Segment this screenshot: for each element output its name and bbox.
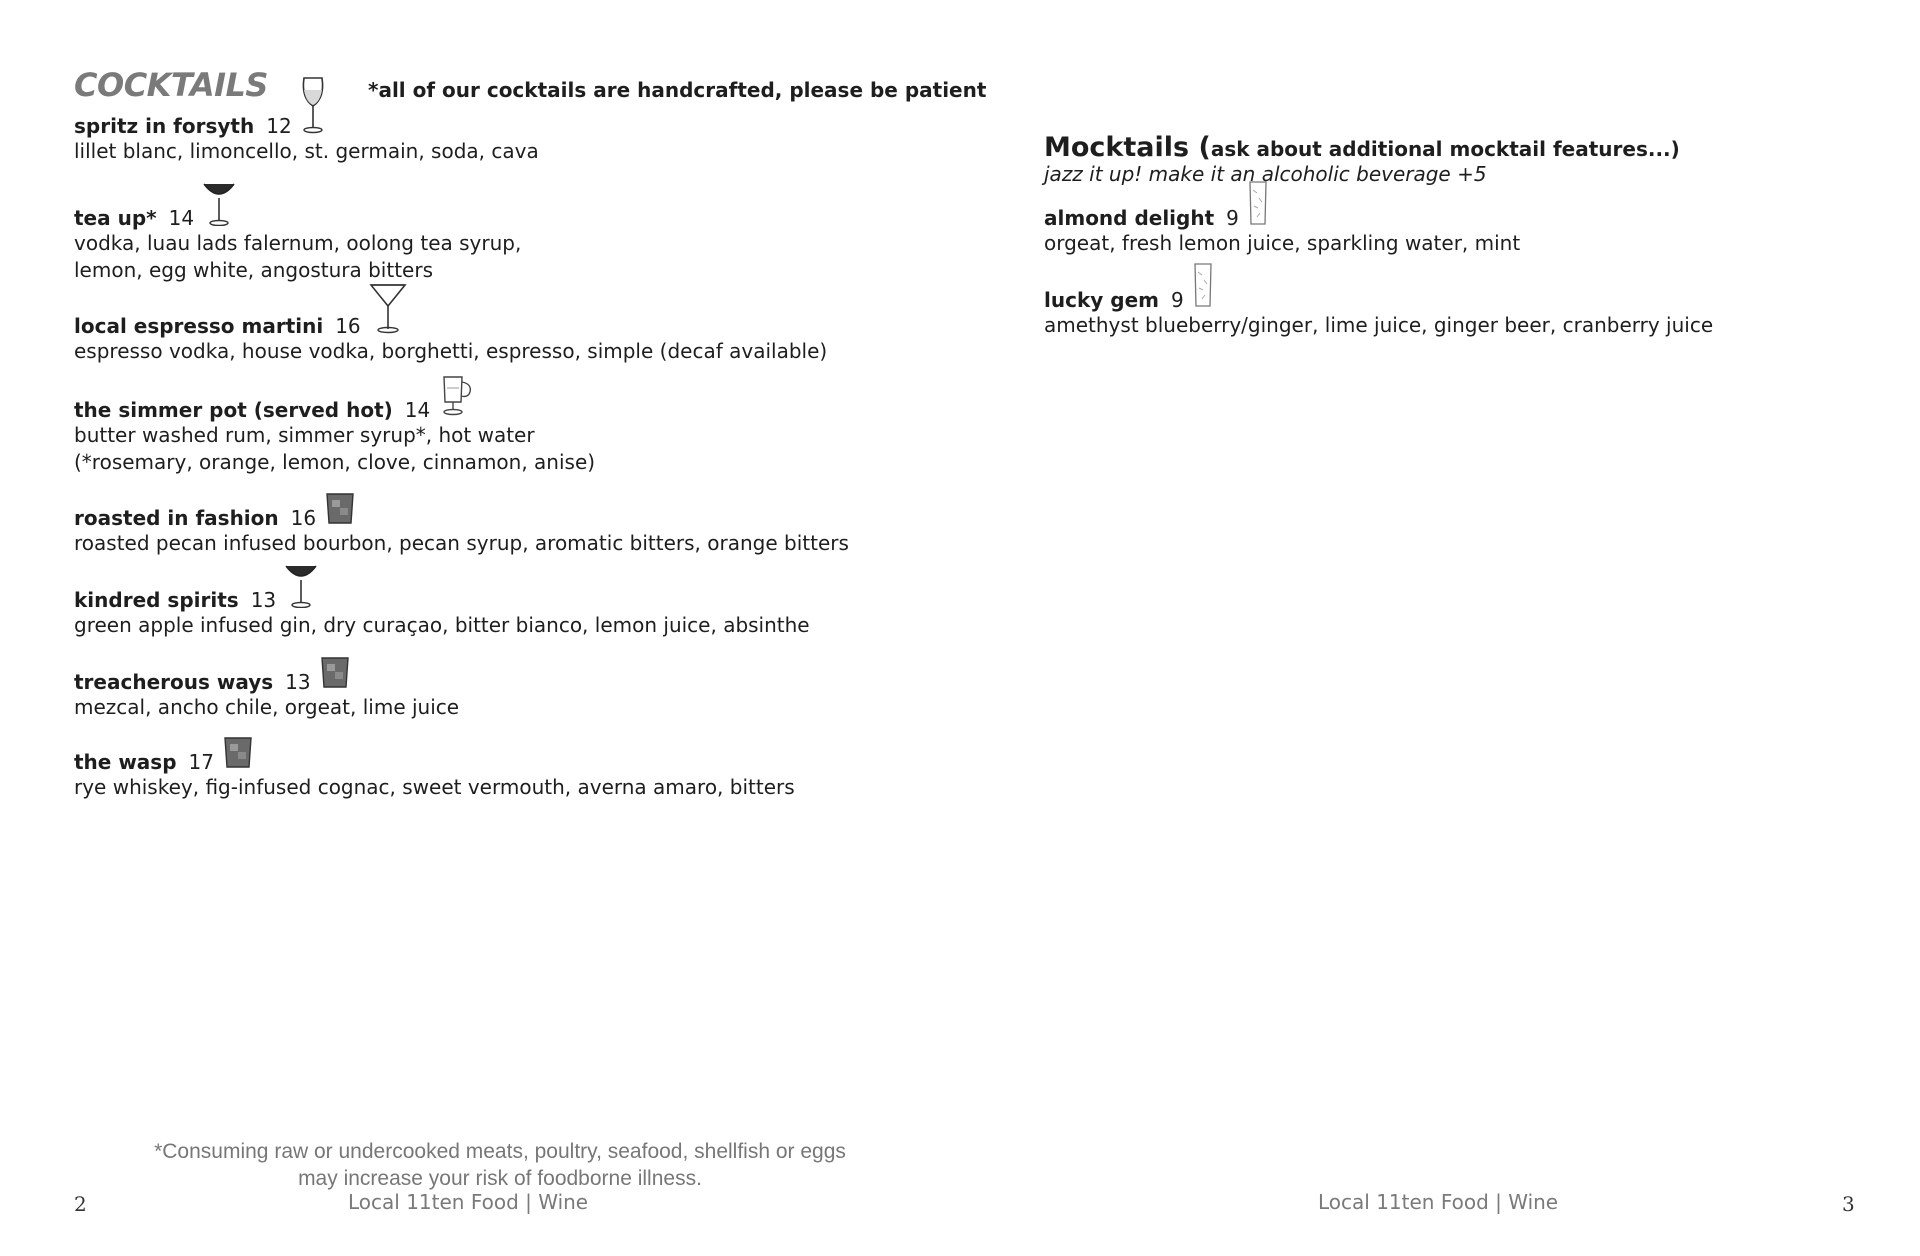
disclaimer-line: may increase your risk of foodborne illness. bbox=[298, 1167, 702, 1190]
mocktails-title-note: ask about additional mocktail features...) bbox=[1210, 137, 1680, 161]
item-description: lemon, egg white, angostura bitters bbox=[74, 258, 433, 282]
item-description: lillet blanc, limoncello, st. germain, soda, cava bbox=[74, 139, 539, 163]
menu-item bbox=[74, 498, 849, 557]
martini-glass-icon bbox=[369, 282, 407, 338]
section-title-mocktails bbox=[1044, 132, 1680, 163]
section-title-cocktails: COCKTAILS bbox=[74, 66, 268, 104]
wine-glass-icon bbox=[300, 76, 326, 138]
item-price: 9 bbox=[1226, 206, 1239, 230]
highball-glass-icon bbox=[1192, 262, 1214, 312]
item-name: tea up* bbox=[74, 206, 157, 230]
item-name: the simmer pot (served hot) bbox=[74, 398, 393, 422]
mocktails-title: Mocktails ( bbox=[1044, 132, 1211, 163]
coupe-glass-icon bbox=[284, 562, 318, 612]
item-description: espresso vodka, house vodka, borghetti, espresso, simple (decaf available) bbox=[74, 339, 828, 363]
menu-item bbox=[74, 742, 795, 801]
item-description: green apple infused gin, dry curaçao, bitter bianco, lemon juice, absinthe bbox=[74, 613, 810, 637]
page-number-right: 3 bbox=[1842, 1192, 1855, 1216]
item-description: roasted pecan infused bourbon, pecan syrup, aromatic bitters, orange bitters bbox=[74, 531, 849, 555]
item-name: lucky gem bbox=[1044, 288, 1159, 312]
footer-brand-right: Local 11ten Food | Wine bbox=[1318, 1190, 1559, 1214]
item-name: spritz in forsyth bbox=[74, 114, 255, 138]
menu-item bbox=[74, 580, 810, 639]
item-price: 12 bbox=[266, 114, 292, 138]
item-price: 9 bbox=[1170, 288, 1184, 312]
page-number-left: 2 bbox=[74, 1192, 87, 1216]
disclaimer-line: *Consuming raw or undercooked meats, poultry, seafood, shellfish or eggs bbox=[154, 1140, 846, 1163]
item-description: (*rosemary, orange, lemon, clove, cinnamon, anise) bbox=[74, 450, 596, 474]
item-name: roasted in fashion bbox=[74, 506, 279, 530]
item-description: mezcal, ancho chile, orgeat, lime juice bbox=[74, 695, 460, 719]
item-price: 13 bbox=[285, 670, 311, 694]
item-name: kindred spirits bbox=[74, 588, 239, 612]
item-description: butter washed rum, simmer syrup*, hot water bbox=[74, 423, 535, 447]
menu-item bbox=[74, 198, 521, 284]
item-price: 13 bbox=[250, 588, 277, 612]
highball-glass-icon bbox=[1247, 180, 1269, 230]
item-price: 17 bbox=[188, 750, 214, 774]
handcrafted-note: *all of our cocktails are handcrafted, please be patient bbox=[368, 78, 987, 102]
item-name: local espresso martini bbox=[74, 314, 324, 338]
item-description: rye whiskey, fig-infused cognac, sweet vermouth, averna amaro, bitters bbox=[74, 775, 795, 799]
footer-brand-left: Local 11ten Food | Wine bbox=[348, 1190, 589, 1214]
rocks-glass-icon bbox=[319, 654, 351, 694]
item-price: 14 bbox=[168, 206, 195, 230]
item-price: 16 bbox=[290, 506, 317, 530]
item-name: almond delight bbox=[1044, 206, 1215, 230]
menu-item bbox=[1044, 280, 1713, 339]
item-price: 16 bbox=[335, 314, 361, 338]
mug-icon bbox=[438, 374, 476, 422]
menu-item bbox=[1044, 198, 1520, 257]
item-description: orgeat, fresh lemon juice, sparkling water, mint bbox=[1044, 231, 1521, 255]
item-name: treacherous ways bbox=[74, 670, 274, 694]
foodborne-disclaimer bbox=[70, 1138, 930, 1192]
menu-item bbox=[74, 390, 595, 476]
menu-item bbox=[74, 662, 459, 721]
menu-item bbox=[74, 306, 827, 365]
rocks-glass-icon bbox=[222, 734, 254, 774]
item-description: vodka, luau lads falernum, oolong tea syrup, bbox=[74, 231, 522, 255]
menu-item bbox=[74, 106, 539, 165]
item-name: the wasp bbox=[74, 750, 177, 774]
item-description: amethyst blueberry/ginger, lime juice, ginger beer, cranberry juice bbox=[1044, 313, 1714, 337]
item-price: 14 bbox=[404, 398, 431, 422]
coupe-glass-icon bbox=[202, 180, 236, 230]
rocks-glass-icon bbox=[324, 490, 356, 530]
mocktails-subtitle: jazz it up! make it an alcoholic beverage +5 bbox=[1044, 162, 1487, 186]
